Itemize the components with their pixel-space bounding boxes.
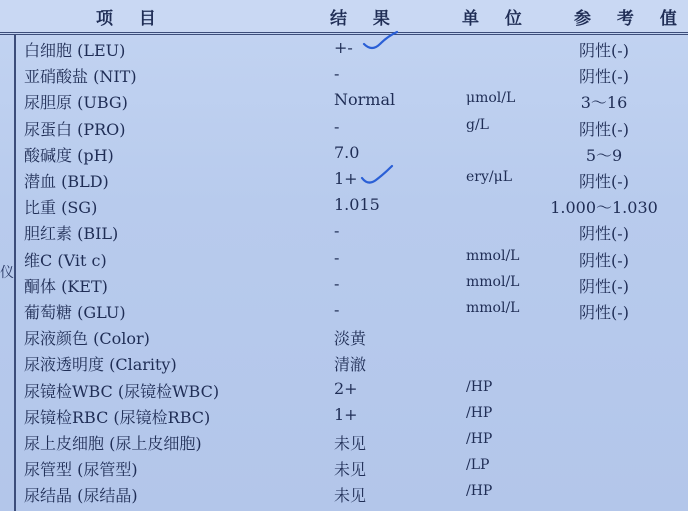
row-result: - [334, 221, 340, 241]
row-reference: 阴性(-) [579, 224, 629, 244]
row-item: 尿上皮细胞 (尿上皮细胞) [24, 434, 202, 453]
row-reference: 阴性(-) [579, 303, 629, 322]
header-item: 项 目 [96, 9, 166, 29]
row-unit: /HP [466, 431, 493, 447]
header-result: 结 果 [330, 9, 400, 29]
table-row [0, 61, 688, 87]
row-reference: 阴性(-) [579, 41, 629, 60]
row-result: - [334, 247, 340, 267]
row-unit: /HP [466, 404, 493, 421]
row-reference: 3～16 [580, 93, 628, 113]
table-row [0, 166, 688, 192]
row-result: - [334, 273, 340, 293]
row-result: 淡黄 [334, 329, 367, 349]
table-header [0, 0, 688, 32]
row-unit: /HP [466, 378, 493, 395]
row-item: 尿结晶 (尿结晶) [24, 486, 138, 506]
row-item: 尿镜检RBC (尿镜检RBC) [24, 407, 211, 427]
row-unit: g/L [466, 116, 489, 133]
table-row [0, 87, 688, 113]
row-result: 未见 [334, 486, 367, 506]
table-row [0, 271, 688, 297]
header-reference: 参 考 值 [574, 9, 687, 29]
row-result: 1+ [334, 169, 358, 188]
row-reference: 阴性(-) [579, 276, 629, 296]
row-unit: μmol/L [466, 90, 516, 107]
row-unit: mmol/L [466, 247, 520, 264]
row-reference: 5～9 [585, 145, 623, 165]
row-item: 酸碱度 (pH) [24, 145, 114, 165]
row-item: 亚硝酸盐 (NIT) [24, 67, 137, 87]
table-row [0, 218, 688, 244]
table-row [0, 323, 688, 349]
table-row [0, 480, 688, 506]
row-result: 清澈 [334, 355, 367, 375]
row-result: 未见 [334, 434, 367, 453]
table-row [0, 376, 688, 402]
row-item: 尿胆原 (UBG) [24, 93, 128, 113]
table-row [0, 402, 688, 428]
table-row [0, 454, 688, 480]
row-result: 1.015 [334, 195, 380, 215]
row-item: 尿蛋白 (PRO) [24, 119, 126, 139]
table-row [0, 192, 688, 218]
row-result: Normal [334, 90, 396, 110]
row-item: 尿液透明度 (Clarity) [24, 355, 177, 375]
row-item: 白细胞 (LEU) [24, 41, 126, 60]
header-unit: 单 位 [462, 9, 532, 29]
row-result: 7.0 [334, 142, 360, 162]
row-unit: /HP [466, 483, 493, 500]
row-reference: 阴性(-) [579, 119, 629, 139]
header-divider-top [0, 32, 688, 33]
table-row [0, 245, 688, 271]
row-reference: 阴性(-) [579, 67, 629, 87]
row-item: 潜血 (BLD) [24, 172, 109, 191]
table-row [0, 428, 688, 454]
row-item: 胆红素 (BIL) [24, 224, 119, 244]
row-result: - [334, 64, 340, 84]
row-item: 比重 (SG) [24, 198, 98, 218]
row-reference: 阴性(-) [579, 250, 629, 270]
table-row [0, 140, 688, 166]
row-reference: 1.000～1.030 [550, 198, 658, 218]
row-result: 未见 [334, 460, 367, 480]
row-unit: ery/μL [466, 169, 512, 185]
margin-mark: 仪 [0, 265, 14, 281]
table-row [0, 349, 688, 375]
row-item: 葡萄糖 (GLU) [24, 303, 126, 322]
row-result: - [334, 300, 340, 319]
row-item: 尿液颜色 (Color) [24, 329, 150, 349]
row-result: - [334, 116, 340, 136]
row-item: 尿镜检WBC (尿镜检WBC) [24, 381, 220, 401]
row-unit: mmol/L [466, 300, 520, 316]
row-result: 1+ [334, 404, 358, 424]
row-item: 酮体 (KET) [24, 276, 108, 296]
row-unit: mmol/L [466, 273, 520, 290]
table-row [0, 35, 688, 61]
row-result: 2+ [334, 378, 358, 398]
table-row [0, 297, 688, 323]
row-reference: 阴性(-) [579, 172, 629, 191]
handwritten-check-mark [358, 164, 398, 188]
table-row [0, 114, 688, 140]
row-result: +- [334, 38, 353, 57]
handwritten-check-mark [360, 30, 400, 52]
row-item: 尿管型 (尿管型) [24, 460, 138, 480]
row-item: 维C (Vit c) [24, 250, 107, 270]
row-unit: /LP [466, 457, 490, 474]
